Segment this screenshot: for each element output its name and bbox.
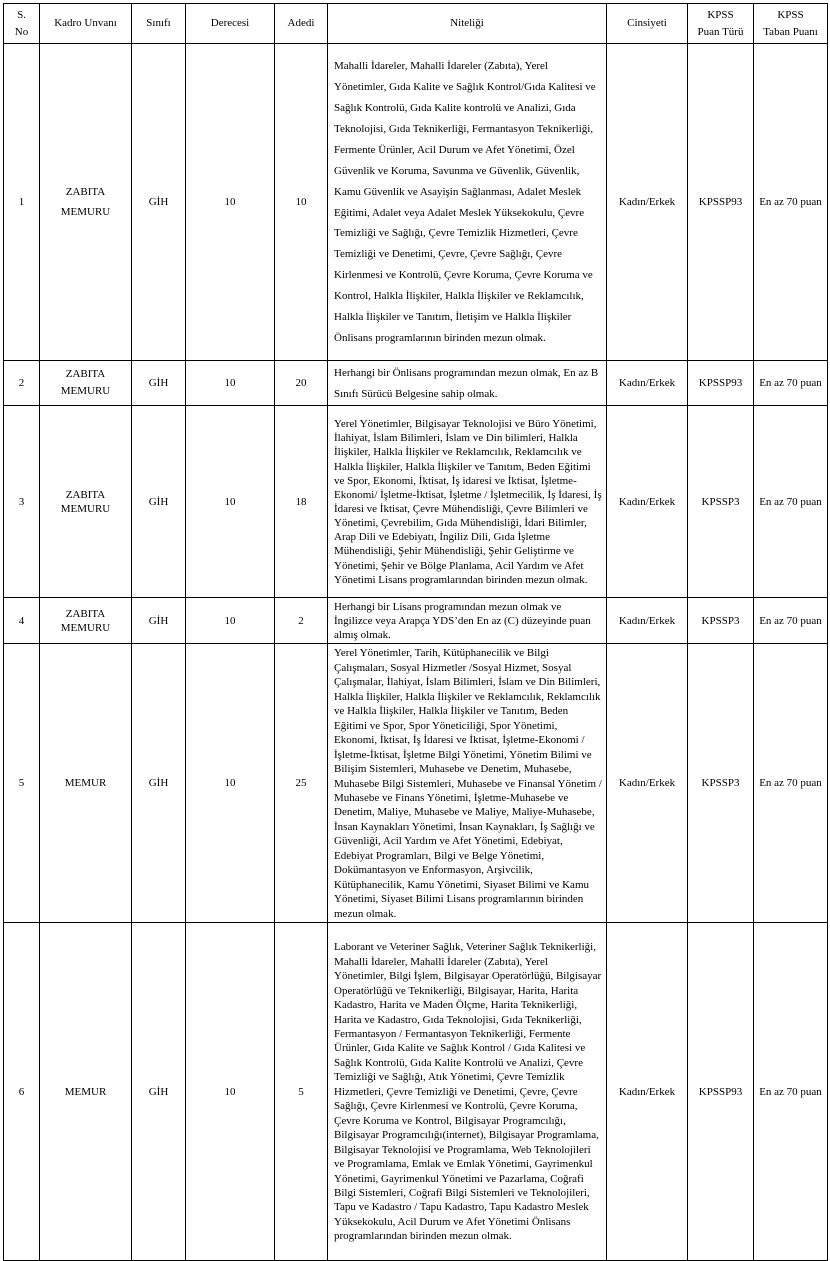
row-count: 2 bbox=[275, 598, 328, 644]
row-degree: 10 bbox=[186, 44, 275, 361]
row-min-score: En az 70 puan bbox=[754, 406, 828, 598]
row-qualification: Mahalli İdareler, Mahalli İdareler (Zabıta), Yerel Yönetimler, Gıda Kalite ve Sağlık Kontrol/Gıda Kalitesi ve Sağlık Kontrolü, Gıda Kalite kontrolü ve Analizi, Gıda Teknolojisi, Gıda Teknikerliği, Fermantasyon Teknikerliği, Fermente Ürünler, Acil Durum ve Afet Yönetimi, Özel Güvenlik ve Koruma, Savunma ve Güvenlik, Güvenlik, Kamu Güvenlik ve Asayişin Sağlanması, Adalet Meslek Eğitimi, Adalet veya Adalet Meslek Yüksekokulu, Çevre Temizliği ve Sağlığı, Çevre Temizlik Hizmetleri, Çevre Temizliği ve Denetimi, Çevre, Çevre Sağlığı, Çevre Kirlenmesi ve Kontrolü, Çevre Koruma, Çevre Koruma ve Kontrol, Halkla İlişkiler, Halkla İlişkiler ve Reklamcılık, Halkla İlişkiler ve Tanıtım, İletişim ve Halkla İlişkiler Önlisans programlarının birinden mezun olmak. bbox=[328, 44, 607, 361]
row-min-score: En az 70 puan bbox=[754, 44, 828, 361]
row-degree: 10 bbox=[186, 644, 275, 923]
header-title: Kadro Unvanı bbox=[40, 4, 132, 44]
row-no: 3 bbox=[4, 406, 40, 598]
row-qualification: Herhangi bir Lisans programından mezun olmak ve İngilizce veya Arapça YDS’den En az (C) düzeyinde puan almış olmak. bbox=[328, 598, 607, 644]
row-class: GİH bbox=[132, 361, 186, 406]
table-row bbox=[4, 44, 828, 361]
row-title: ZABITA MEMURU bbox=[40, 44, 132, 361]
table-header-row bbox=[4, 4, 828, 44]
row-no: 5 bbox=[4, 644, 40, 923]
row-gender: Kadın/Erkek bbox=[607, 598, 688, 644]
row-min-score: En az 70 puan bbox=[754, 644, 828, 923]
row-score-type: KPSSP3 bbox=[688, 598, 754, 644]
row-title: MEMUR bbox=[40, 644, 132, 923]
row-no: 2 bbox=[4, 361, 40, 406]
row-gender: Kadın/Erkek bbox=[607, 406, 688, 598]
row-title: ZABITA MEMURU bbox=[40, 361, 132, 406]
table-row bbox=[4, 406, 828, 598]
row-score-type: KPSSP3 bbox=[688, 406, 754, 598]
header-no: S. No bbox=[4, 4, 40, 44]
header-score-type: KPSS Puan Türü bbox=[688, 4, 754, 44]
row-degree: 10 bbox=[186, 406, 275, 598]
row-count: 25 bbox=[275, 644, 328, 923]
row-degree: 10 bbox=[186, 923, 275, 1261]
row-degree: 10 bbox=[186, 361, 275, 406]
row-score-type: KPSSP93 bbox=[688, 361, 754, 406]
header-qualification: Niteliği bbox=[328, 4, 607, 44]
row-qualification: Laborant ve Veteriner Sağlık, Veteriner Sağlık Teknikerliği, Mahalli İdareler, Mahalli İdareler (Zabıta), Yerel Yönetimler, Bilgi İşlem, Bilgisayar Operatörlüğü, Bilgisayar Operatörlüğü ve Teknikerliği, Bilgisayar, Harita, Harita Kadastro, Harita ve Maden Ölçme, Harita Teknikerliği, Harita ve Kadastro, Gıda Teknolojisi, Gıda Teknikerliği, Fermantasyon / Fermantasyon Teknikerliği, Fermente Ürünler, Gıda Kalite ve Sağlık Kontrol / Gıda Kalitesi ve Sağlık Kontrolü, Gıda Kalite Kontrolü ve Analizi, Çevre Temizliği ve Sağlığı, Atık Yönetimi, Çevre Temizlik Hizmetleri, Çevre Temizliği ve Denetimi, Çevre, Çevre Sağlığı, Çevre Kirlenmesi ve Kontrolü, Çevre Koruma, Çevre Koruma ve Kontrol, Bilgisayar Programcılığı, Bilgisayar Programcılığı(internet), Bilgisayar Programlama, Bilgisayar Teknolojisi ve Programlama, Web Teknolojileri ve Programlama, Emlak ve Emlak Yönetimi, Gayrimenkul Yönetimi, Gayrimenkul Yönetimi ve Pazarlama, Coğrafi Bilgi Sistemleri, Coğrafi Bilgi Sistemleri ve Teknolojileri, Tapu ve Kadastro / Tapu Kadastro, Tapu Kadastro Meslek Yüksekokulu, Acil Durum ve Afet Yönetimi Önlisans programlarından birinden mezun olmak. bbox=[328, 923, 607, 1261]
positions-table bbox=[3, 3, 828, 1261]
header-gender: Cinsiyeti bbox=[607, 4, 688, 44]
row-count: 18 bbox=[275, 406, 328, 598]
header-class: Sınıfı bbox=[132, 4, 186, 44]
row-title: ZABITA MEMURU bbox=[40, 406, 132, 598]
row-gender: Kadın/Erkek bbox=[607, 644, 688, 923]
row-class: GİH bbox=[132, 406, 186, 598]
row-class: GİH bbox=[132, 923, 186, 1261]
row-min-score: En az 70 puan bbox=[754, 923, 828, 1261]
row-qualification: Yerel Yönetimler, Bilgisayar Teknolojisi ve Büro Yönetimi, İlahiyat, İslam Bilimleri, İslam ve Din bilimleri, Halkla İlişkiler, Halkla İlişkiler ve Reklamcılık, Reklamcılık ve Halkla İlişkiler, Halkla İlişkiler ve Tanıtım, Beden Eğitimi ve Spor, Ekonomi, İktisat, İş idaresi ve İktisat, İşletme-Ekonomi/ İşletme-İktisat, İşletme / İşletmecilik, İş İdaresi, İş İdaresi ve İktisat, Çevre Mühendisliği, Çevre Bilimleri ve Yönetimi, Çevrebilim, Gıda Mühendisliği, İdari Bilimler, Arap Dili ve Edebiyatı, İngiliz Dili, Gıda İşletme Mühendisliği, Şehir Mühendisliği, Şehir Geliştirme ve Yönetimi, Şehir ve Bölge Planlama, Acil Yardım ve Afet Yönetimi Lisans programlarından birinden mezun olmak. bbox=[328, 406, 607, 598]
row-no: 4 bbox=[4, 598, 40, 644]
table-row bbox=[4, 644, 828, 923]
row-count: 10 bbox=[275, 44, 328, 361]
row-degree: 10 bbox=[186, 598, 275, 644]
table-row bbox=[4, 598, 828, 644]
row-class: GİH bbox=[132, 44, 186, 361]
row-title: ZABITA MEMURU bbox=[40, 598, 132, 644]
row-score-type: KPSSP93 bbox=[688, 923, 754, 1261]
row-score-type: KPSSP93 bbox=[688, 44, 754, 361]
row-qualification: Yerel Yönetimler, Tarih, Kütüphanecilik ve Bilgi Çalışmaları, Sosyal Hizmetler /Sosyal Hizmet, Sosyal Çalışmalar, İlahiyat, İslam Bilimleri, İslam ve Din Bilimleri, Halkla İlişkiler, Halkla İlişkiler ve Reklamcılık, Reklamcılık ve Halkla İlişkiler, Halkla İlişkiler ve Tanıtım, Beden Eğitimi ve Spor, Spor Yöneticiliği, Spor Yönetimi, Ekonomi, İktisat, İş İdaresi ve İktisat, İşletme-Ekonomi / İşletme-İktisat, İşletme Bilgi Yönetimi, Yönetim Bilimi ve Bilişim Sistemleri, Muhasebe ve Denetim, Muhasebe, Muhasebe Bilgi Sistemleri, Muhasebe ve Finansal Yönetim / Muhasebe ve Finans Yönetimi, İşletme-Muhasebe ve Denetim, Maliye, Muhasebe ve Maliye, Maliye-Muhasebe, İnsan Kaynakları Yönetimi, İnsan Kaynakları, İş Sağlığı ve Güvenliği, Acil Yardım ve Afet Yönetimi, Edebiyat, Edebiyat Programları, Bilgi ve Belge Yönetimi, Dokümantasyon ve Enformasyon, Arşivcilik, Kütüphanecilik, Kamu Yönetimi, Siyaset Bilimi ve Kamu Yönetimi, Siyaset Bilimi Lisans programlarının birinden mezun olmak. bbox=[328, 644, 607, 923]
header-degree: Derecesi bbox=[186, 4, 275, 44]
row-gender: Kadın/Erkek bbox=[607, 923, 688, 1261]
row-gender: Kadın/Erkek bbox=[607, 361, 688, 406]
row-class: GİH bbox=[132, 644, 186, 923]
row-count: 20 bbox=[275, 361, 328, 406]
header-min-score: KPSS Taban Puanı bbox=[754, 4, 828, 44]
row-qualification: Herhangi bir Önlisans programından mezun olmak, En az B Sınıfı Sürücü Belgesine sahip olmak. bbox=[328, 361, 607, 406]
row-gender: Kadın/Erkek bbox=[607, 44, 688, 361]
row-min-score: En az 70 puan bbox=[754, 598, 828, 644]
row-no: 6 bbox=[4, 923, 40, 1261]
row-min-score: En az 70 puan bbox=[754, 361, 828, 406]
row-no: 1 bbox=[4, 44, 40, 361]
header-count: Adedi bbox=[275, 4, 328, 44]
row-score-type: KPSSP3 bbox=[688, 644, 754, 923]
row-class: GİH bbox=[132, 598, 186, 644]
row-count: 5 bbox=[275, 923, 328, 1261]
table-row bbox=[4, 361, 828, 406]
table-row bbox=[4, 923, 828, 1261]
row-title: MEMUR bbox=[40, 923, 132, 1261]
